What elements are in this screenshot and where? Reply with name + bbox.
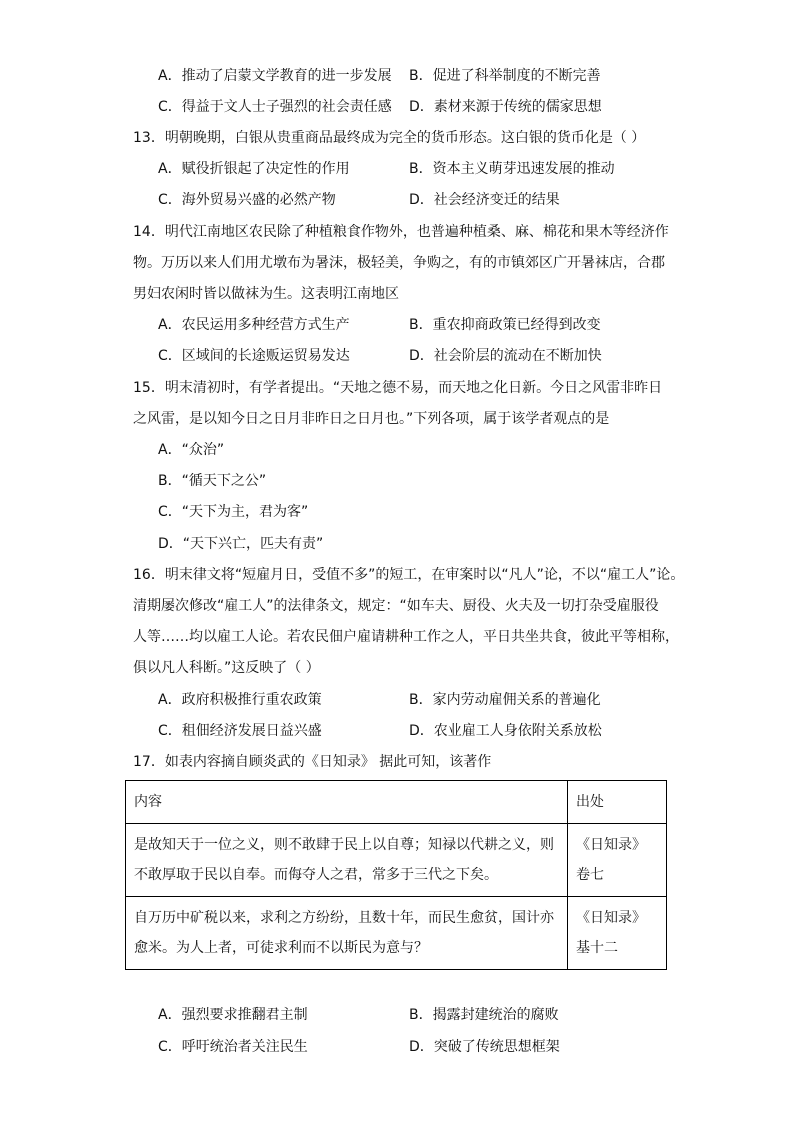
- q16-option-b: B．家内劳动雇佣关系的普遍化: [409, 692, 601, 708]
- table-cell-source: 《日知录》基十二: [568, 897, 667, 970]
- q16-option-d: D．农业雇工人身依附关系放松: [409, 723, 602, 739]
- q17-source-table: [125, 780, 667, 970]
- table-cell-content: 是故知天于一位之义，则不敢肆于民上以自尊；知禄以代耕之义，则不敢厚取于民以自奉。而侮夺人之君，常多于三代之下矣。: [126, 824, 568, 897]
- q15-option-d: D．“天下兴亡，匹夫有责”: [158, 536, 324, 552]
- q17-option-c: C．呼吁统治者关注民生: [158, 1039, 308, 1055]
- q17-stem: 17．如表内容摘自顾炎武的《日知录》 据此可知，该著作: [133, 754, 492, 770]
- q12-option-d: D．素材来源于传统的儒家思想: [409, 99, 602, 115]
- q14-option-c: C．区域间的长途贩运贸易发达: [158, 348, 350, 364]
- q17-option-a: A．强烈要求推翻君主制: [158, 1007, 308, 1023]
- q15-option-b: B．“循天下之公”: [158, 473, 267, 489]
- q14-option-d: D．社会阶层的流动在不断加快: [409, 348, 602, 364]
- q13-option-c: C．海外贸易兴盛的必然产物: [158, 192, 336, 208]
- q13-option-d: D．社会经济变迁的结果: [409, 192, 560, 208]
- q13-stem: 13．明朝晚期，白银从贵重商品最终成为完全的货币形态。这白银的货币化是（ ）: [133, 130, 646, 146]
- q16-stem-line-1: 16．明末律文将“短雇月日，受值不多”的短工，在审案时以“凡人”论，不以“雇工人”论。: [133, 567, 685, 583]
- table-cell-source: 《日知录》卷七: [568, 824, 667, 897]
- q13-option-a: A．赋役折银起了决定性的作用: [158, 161, 350, 177]
- q15-option-c: C．“天下为主，君为客”: [158, 504, 309, 520]
- q14-stem-line-3: 男妇农闲时皆以做袜为生。这表明江南地区: [133, 286, 399, 302]
- q16-stem-line-3: 人等……均以雇工人论。若农民佃户雇请耕种工作之人，平日共坐共食，彼此平等相称，: [133, 629, 679, 645]
- q17-option-d: D．突破了传统思想框架: [409, 1039, 560, 1055]
- table-row: [126, 897, 667, 970]
- q14-stem-line-1: 14．明代江南地区农民除了种植粮食作物外，也普遍种植桑、麻、棉花和果木等经济作: [133, 224, 669, 240]
- q16-option-c: C．租佃经济发展日益兴盛: [158, 723, 322, 739]
- table-header-row: [126, 781, 667, 824]
- q16-stem-line-4: 俱以凡人科断。”这反映了（ ）: [133, 660, 320, 676]
- q14-stem-line-2: 物。万历以来人们用尤墩布为暑沫，极轻美，争购之，有的市镇郊区广开暑袜店，合郡: [133, 255, 665, 271]
- table-header-content: 内容: [126, 781, 568, 824]
- q16-stem-line-2: 清期屡次修改“雇工人”的法律条文，规定：“如车夫、厨役、火夫及一切打杂受雇服役: [133, 598, 659, 614]
- q16-option-a: A．政府积极推行重农政策: [158, 692, 322, 708]
- q12-option-b: B．促进了科举制度的不断完善: [409, 68, 601, 84]
- q15-stem-line-2: 之风雷，是以知今日之日月非昨日之日月也。”下列各项，属于该学者观点的是: [133, 411, 610, 427]
- q14-option-a: A．农民运用多种经营方式生产: [158, 317, 350, 333]
- q14-option-b: B．重农抑商政策已经得到改变: [409, 317, 601, 333]
- q17-option-b: B．揭露封建统治的腐败: [409, 1007, 559, 1023]
- q12-option-a: A．推动了启蒙文学教育的进一步发展: [158, 68, 392, 84]
- table-cell-content: 自万历中矿税以来，求利之方纷纷，且数十年，而民生愈贫，国计亦愈米。为人上者，可徒求利而不以斯民为意与？: [126, 897, 568, 970]
- table-row: [126, 824, 667, 897]
- q13-option-b: B．资本主义萌芽迅速发展的推动: [409, 161, 615, 177]
- q15-option-a: A．“众治”: [158, 442, 225, 458]
- q12-option-c: C．得益于文人士子强烈的社会责任感: [158, 99, 392, 115]
- q15-stem-line-1: 15．明末清初时，有学者提出。“天地之德不易，而天地之化日新。今日之风雷非昨日: [133, 380, 663, 396]
- table-header-source: 出处: [568, 781, 667, 824]
